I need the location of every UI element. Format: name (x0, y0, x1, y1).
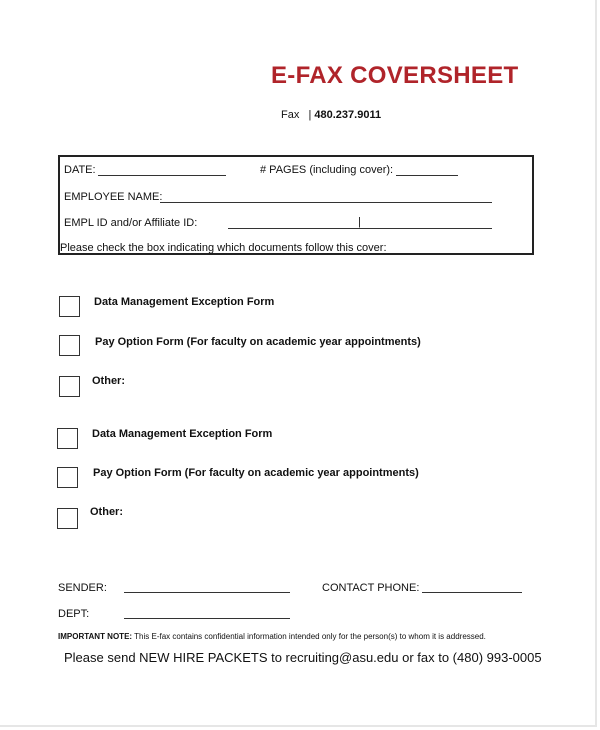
dept-field[interactable] (124, 618, 290, 619)
checkbox-pay-option-1[interactable] (59, 335, 80, 356)
fax-number: 480.237.9011 (314, 109, 382, 121)
info-box (58, 155, 534, 255)
checkbox-pay-option-2[interactable] (57, 467, 78, 488)
checkbox-other-2[interactable] (57, 508, 78, 529)
date-field[interactable] (98, 175, 226, 176)
empl-id-field[interactable] (228, 228, 492, 229)
fax-label: Fax (281, 109, 300, 121)
fax-line (281, 109, 381, 121)
instruction-text: Please check the box indicating which documents follow this cover: (60, 242, 387, 254)
contact-phone-label: CONTACT PHONE: (322, 582, 420, 594)
sender-label: SENDER: (58, 582, 107, 594)
option-label: Data Management Exception Form (92, 428, 273, 440)
pages-label: # PAGES (including cover): (260, 164, 394, 176)
important-note-label: IMPORTANT NOTE: (58, 632, 133, 641)
sender-field[interactable] (124, 592, 290, 593)
empl-id-label: EMPL ID and/or Affiliate ID: (64, 217, 198, 229)
option-label: Data Management Exception Form (94, 296, 275, 308)
important-note-text: This E-fax contains confidential information intended only for the person(s) to whom it is addressed. (132, 632, 486, 641)
fax-separator: | (308, 109, 312, 121)
option-label: Other: (90, 506, 123, 518)
important-note (58, 632, 486, 641)
dept-label: DEPT: (58, 608, 90, 620)
send-instruction: Please send NEW HIRE PACKETS to recruiting@asu.edu or fax to (480) 993-0005 (64, 650, 542, 665)
contact-phone-field[interactable] (422, 592, 522, 593)
option-label: Other: (92, 375, 125, 387)
checkbox-data-management-2[interactable] (57, 428, 78, 449)
employee-name-field[interactable] (160, 202, 492, 203)
page-title: E-FAX COVERSHEET (271, 62, 519, 89)
checkbox-other-1[interactable] (59, 376, 80, 397)
option-label: Pay Option Form (For faculty on academic year appointments) (93, 467, 419, 479)
option-label: Pay Option Form (For faculty on academic year appointments) (95, 336, 421, 348)
id-divider: | (358, 216, 361, 228)
pages-field[interactable] (396, 175, 458, 176)
date-label: DATE: (64, 164, 96, 176)
checkbox-data-management-1[interactable] (59, 296, 80, 317)
employee-name-label: EMPLOYEE NAME: (64, 191, 163, 203)
